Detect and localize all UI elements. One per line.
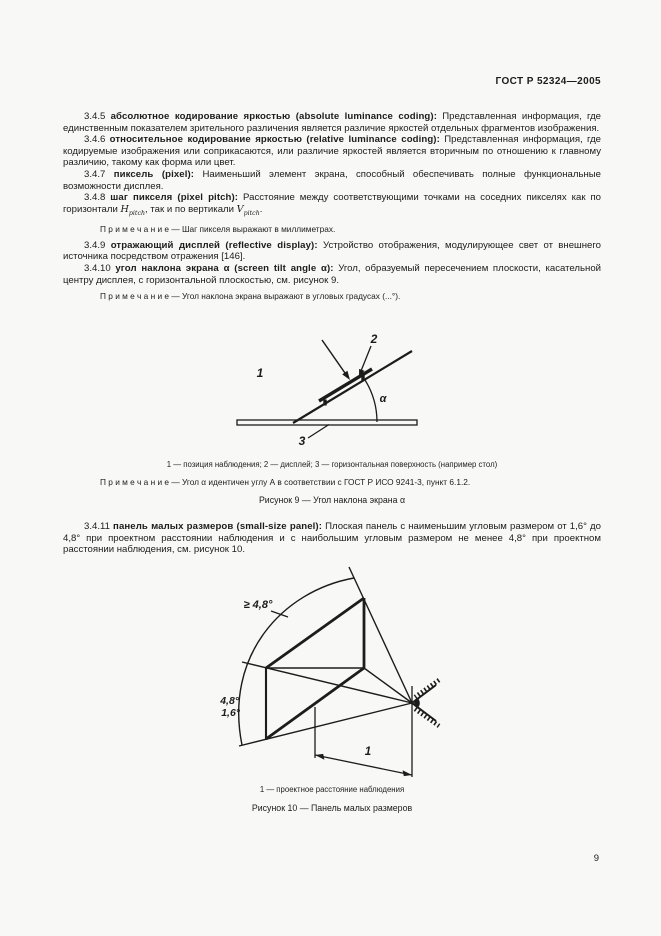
clause-text: . <box>259 203 263 215</box>
label2-leader <box>361 346 371 371</box>
clause-3-4-11 <box>63 521 601 556</box>
figure9-note <box>63 477 601 488</box>
note-tilt-angle <box>63 291 601 302</box>
math-var-v: V <box>236 203 244 215</box>
clause-text: Устройство отображения, модулирующее свет от внешнего источника посредством отражения [146]. <box>63 239 601 263</box>
clause-text: Угол, образуемый пересечением плоскости, касательной центру дисплея, с горизонтальной плоскостью, см. рисунок 9. <box>63 262 602 286</box>
clause-text: Представленная информация, где кодируемые изображения или соприкасаются, или различие яркостей является вторичным по отношению к главному различию, такому как форма или цвет. <box>63 134 602 169</box>
note-label: П р и м е ч а н и е — <box>100 476 182 487</box>
figure9-label-3: 3 <box>298 433 306 448</box>
clause-number: 3.4.10 <box>84 262 111 274</box>
note-pixel-pitch <box>63 224 601 235</box>
math-sub-pitch: pitch <box>243 209 260 217</box>
eye-lashes <box>415 709 439 726</box>
clause-3-4-8 <box>63 192 601 219</box>
clause-number: 3.4.5 <box>84 111 106 122</box>
clause-text: Расстояние между соответствующими точками на соседних пикселях как по горизонтали <box>63 192 601 215</box>
clause-term: абсолютное кодирование яркостью (absolute luminance coding): <box>110 111 437 122</box>
clause-text: Наименьший элемент экрана, способный обеспечивать полные функциональные возможности дисплея. <box>63 168 601 192</box>
note-label: П р и м е ч а н и е — <box>100 291 182 302</box>
note-label: П р и м е ч а н и е — <box>100 224 182 235</box>
figure9-legend: 1 — позиция наблюдения; 2 — дисплей; 3 — горизонтальная поверхность (например стол) <box>166 459 498 469</box>
figure10-label-dim: 1 <box>364 745 372 758</box>
clause-term: угол наклона экрана α (screen tilt angle α): <box>115 262 334 274</box>
math-var-h: H <box>120 203 129 215</box>
eye-icon <box>412 680 439 726</box>
figure9-title: Рисунок 9 — Угол наклона экрана α <box>258 495 406 506</box>
figure-10-diagram <box>172 566 492 781</box>
figure9-label-alpha: α <box>379 392 387 405</box>
figure9-label-2: 2 <box>370 331 378 346</box>
page-number: 9 <box>593 853 599 864</box>
panel-edge <box>266 598 364 668</box>
figure-9-diagram <box>192 326 472 454</box>
note-text: Угол α идентичен углу А в соответствии с ГОСТ Р ИСО 9241-3, пункт 6.1.2. <box>181 476 471 487</box>
angle-arc <box>364 378 377 422</box>
clause-text: Плоская панель с наименьшим угловым размером от 1,6° до 4,8° при проектном расстоянии наблюдения и с наибольшим угловым размером не менее 4,8° при проектном расстоянии наблюдения, см. рисунок 10. <box>63 521 601 556</box>
clause-text: Представленная информация, где единственным показателем зрительного различения является различие яркостей отдельных фрагментов изображения. <box>63 111 602 134</box>
clause-term: отражающий дисплей (reflective display): <box>110 239 318 251</box>
note-text: Угол наклона экрана выражают в угловых градусах (...°). <box>181 291 401 302</box>
clause-3-4-5 <box>63 111 601 134</box>
math-sub-pitch: pitch <box>128 209 146 217</box>
clause-number: 3.4.11 <box>84 521 110 533</box>
clause-3-4-6 <box>63 134 601 169</box>
clause-number: 3.4.6 <box>84 134 106 146</box>
clause-number: 3.4.8 <box>84 192 106 204</box>
clause-text: , так и по вертикали <box>145 203 237 215</box>
clause-term: панель малых размеров (small-size panel): <box>113 521 323 533</box>
figure10-title: Рисунок 10 — Панель малых размеров <box>251 802 413 813</box>
note-text: Шаг пикселя выражают в миллиметрах. <box>181 224 336 235</box>
clause-term: пиксель (pixel): <box>113 168 195 180</box>
eye-lashes <box>415 680 439 697</box>
sight-ray <box>349 567 412 703</box>
view-direction-line <box>322 340 345 373</box>
horizontal-surface <box>237 420 417 425</box>
clause-number: 3.4.9 <box>84 239 106 251</box>
document-code: ГОСТ Р 52324—2005 <box>495 76 601 87</box>
clause-3-4-10 <box>63 263 601 286</box>
eye-iris <box>414 698 420 707</box>
figure10-label-angle-upper: 4,8° <box>220 694 239 707</box>
clause-term: шаг пикселя (pixel pitch): <box>110 192 239 204</box>
clause-term: относительное кодирование яркостью (relative luminance coding): <box>109 134 440 146</box>
clause-3-4-7 <box>63 169 601 192</box>
arrowhead <box>342 370 350 379</box>
clause-3-4-9 <box>63 240 601 263</box>
dimension-line <box>315 755 412 775</box>
figure10-label-angle-max: ≥ 4,8° <box>243 598 273 611</box>
label3-leader <box>308 424 329 438</box>
figure10-label-angle-lower: 1,6° <box>221 706 240 719</box>
clause-number: 3.4.7 <box>84 168 106 180</box>
tilt-line <box>293 351 412 423</box>
figure9-label-1: 1 <box>256 365 264 380</box>
figure10-legend: 1 — проектное расстояние наблюдения <box>259 784 405 794</box>
